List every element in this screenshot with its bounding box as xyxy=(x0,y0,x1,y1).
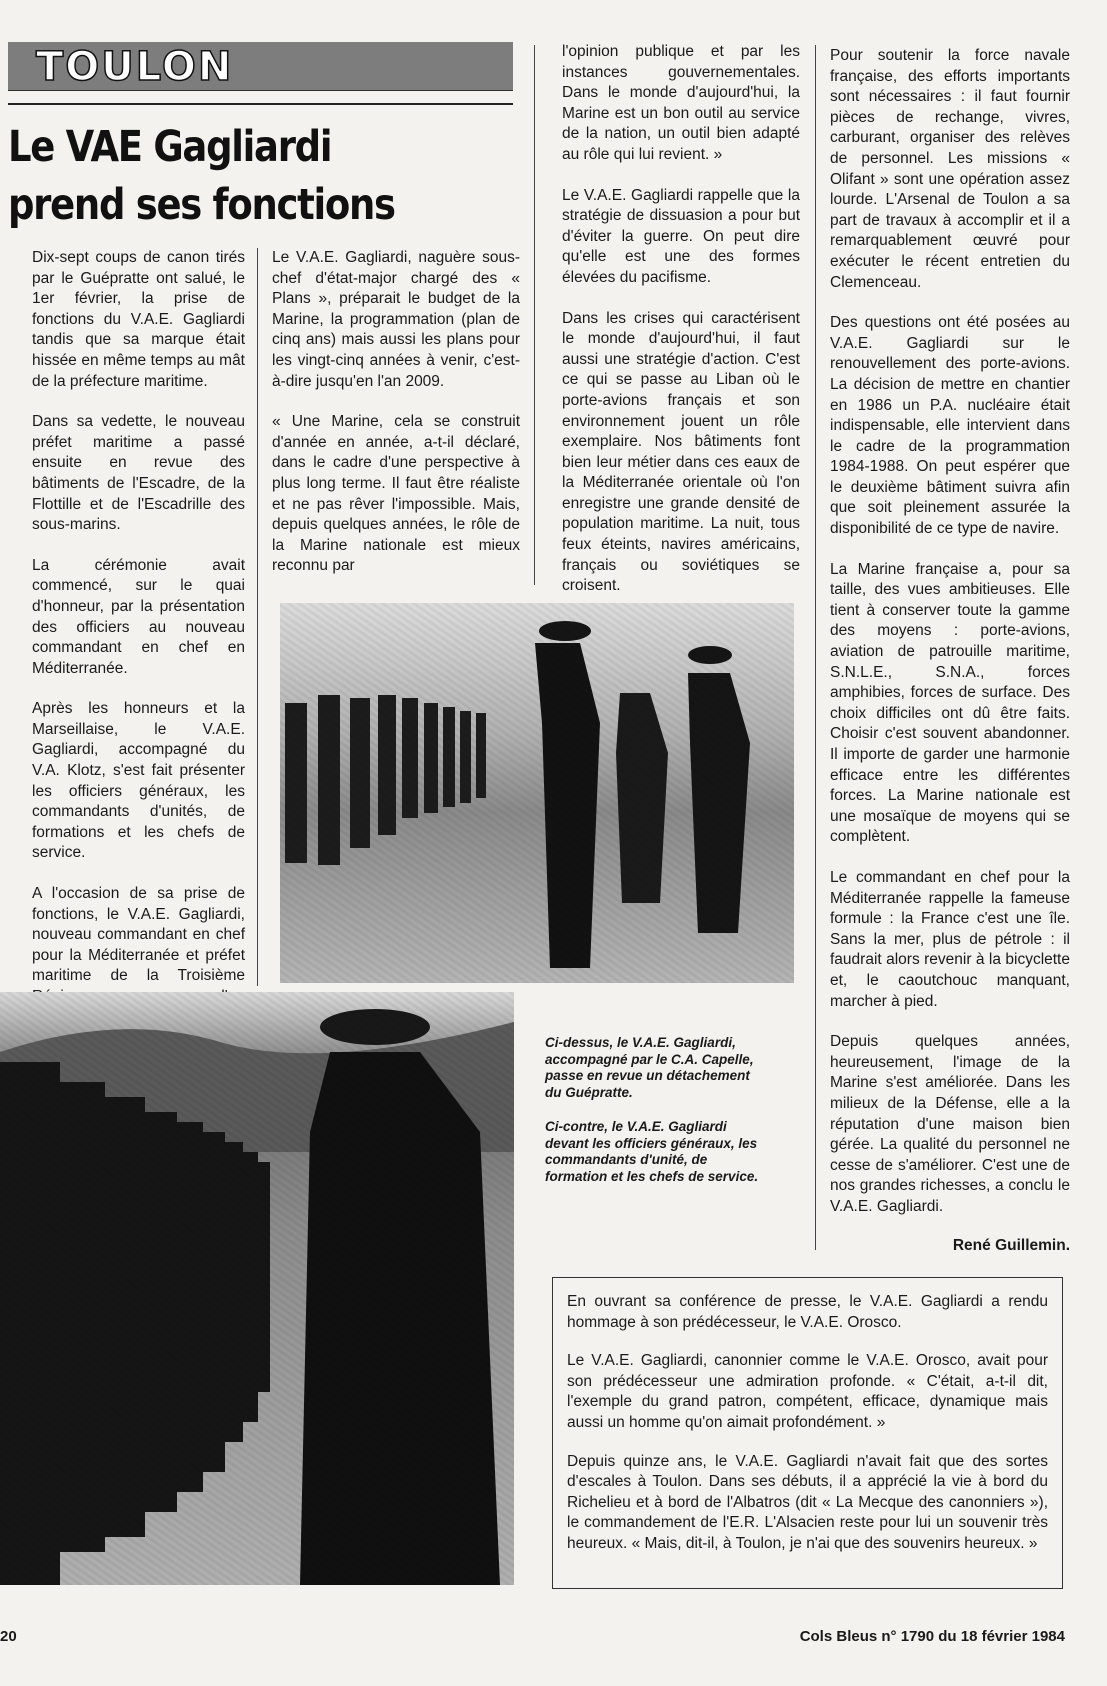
section-label: TOULON xyxy=(36,44,234,90)
paragraph: Après les honneurs et la Marseillaise, le V.A.E. Gagliardi, accompagné du V.A. Klotz, s'est fait présenter les officiers généraux, les commandants d'unités, de formations et les chefs de service. xyxy=(32,700,245,862)
column-4 xyxy=(830,46,1070,1255)
photo-review-detachment xyxy=(280,603,794,983)
paragraph: Le commandant en chef pour la Méditerranée rappelle la fameuse formule : la France c'est une île. Sans la mer, plus de pétrole : il faudrait alors revenir à la bicyclette et, le caoutchouc manquant, marcher à pied. xyxy=(830,868,1070,1010)
photo-officers-line xyxy=(0,992,514,1585)
paragraph: Le V.A.E. Gagliardi, naguère sous-chef d'état-major chargé des « Plans », préparait le budget de la Marine, la programmation (plan de cinq ans) mais aussi les plans pour les vingt-cinq années à venir, c'est-à-dire jusqu'en l'an 2009. xyxy=(272,249,520,390)
paragraph: La Marine française a, pour sa taille, des vues ambitieuses. Elle tient à conserver toute la gamme des moyens : porte-avions, aviation de patrouille maritime, S.N.L.E., S.N.A., forces amphibies, forces de surface. Des choix difficiles ont dû être faits. Choisir c'est souvent abandonner. Il importe de garder une harmonie efficace entre les différentes forces. La Marine nationale est une mosaïque de moyens qui se complètent. xyxy=(830,560,1070,846)
paragraph: Pour soutenir la force navale française, des efforts importants sont nécessaires : il faut fournir pièces de rechange, vivres, carburant, organiser des relèves de personnel. Les missions « Olifant » sont une opération assez lourde. L'Arsenal de Toulon a sa part de travaux à accomplir et il a remarquablement œuvré pour exécuter le récent entretien du Clemenceau. xyxy=(830,47,1070,291)
column-1 xyxy=(32,248,245,1110)
caption-top-photo: Ci-dessus, le V.A.E. Gagliardi, accompagné par le C.A. Capelle, passe en revue un détachement du Guépratte. xyxy=(545,1035,754,1100)
publication-info: Cols Bleus n° 1790 du 18 février 1984 xyxy=(799,1628,1065,1645)
paragraph: « Une Marine, cela se construit d'année en année, a-t-il déclaré, dans le cadre d'une perspective à plus long terme. Il faut être réaliste et ne pas rêver l'impossible. Mais, depuis quelques années, le rôle de la Marine nationale est mieux reconnu par xyxy=(272,413,520,575)
author-signature: René Guillemin. xyxy=(952,1237,1070,1255)
paragraph: Le V.A.E. Gagliardi, canonnier comme le V.A.E. Orosco, avait pour son prédécesseur une admiration profonde. « C'était, a-t-il dit, l'exemple du grand patron, compétent, efficace, dynamique mais aussi un homme qu'on aimait profondément. » xyxy=(567,1352,1048,1431)
page-number: 20 xyxy=(0,1628,17,1645)
column-divider xyxy=(257,248,258,986)
paragraph: Depuis quinze ans, le V.A.E. Gagliardi n'avait fait que des sortes d'escales à Toulon. Dans ses débuts, il a apprécié la vie à bord du Richelieu et à bord de l'Albatros (dit « La Mecque des canonniers »), le commandement de l'E.R. L'Alsacien reste pour lui un souvenir très heureux. « Mais, dit-il, à Toulon, je n'ai que des souvenirs heureux. » xyxy=(567,1452,1048,1552)
column-divider xyxy=(534,45,535,585)
sidebar-box xyxy=(552,1277,1063,1589)
column-3 xyxy=(562,42,800,617)
paragraph: l'opinion publique et par les instances gouvernementales. Dans le monde d'aujourd'hui, la Marine est un bon outil au service de la nation, un outil bien adapté au rôle qui lui revient. » xyxy=(562,43,800,163)
paragraph: La cérémonie avait commencé, sur le quai d'honneur, par la présentation des officiers au nouveau commandant en chef en Méditerranée. xyxy=(32,556,245,677)
column-divider xyxy=(815,45,816,1250)
paragraph: Le V.A.E. Gagliardi rappelle que la stratégie de dissuasion a pour but d'éviter la guerre. On peut dire qu'elle est une des formes élevées du pacifisme. xyxy=(562,186,800,286)
paragraph: Dans sa vedette, le nouveau préfet maritime a passé ensuite en revue des bâtiments de l'Escadre, de la Flottille et de l'Escadrille des sous-marins. xyxy=(32,413,245,534)
paragraph: Dix-sept coups de canon tirés par le Guépratte ont salué, le 1er février, la prise de fonctions du V.A.E. Gagliardi tandis que sa marque était hissée en même temps au mât de la préfecture maritime. xyxy=(32,249,245,390)
section-banner xyxy=(8,42,513,91)
caption-bottom-photo: Ci-contre, le V.A.E. Gagliardi devant les officiers généraux, les commandants d'unité, de formation et les chefs de service. xyxy=(545,1119,759,1184)
column-2 xyxy=(272,248,520,597)
paragraph: Dans les crises qui caractérisent le monde d'aujourd'hui, il faut aussi une stratégie d'action. C'est ce qui se passe au Liban où le porte-avions français et son environnement jouent un rôle exemplaire. Nos bâtiments font bien leur métier dans ces eaux de la Méditerranée orientale où l'on enregistre une grande densité de population maritime. La nuit, tous feux éteints, navires américains, français ou soviétiques se croisent. xyxy=(562,309,800,595)
captions xyxy=(545,1035,770,1203)
header-rule xyxy=(8,103,513,105)
paragraph: Des questions ont été posées au V.A.E. Gagliardi sur le renouvellement des porte-avions. La décision de mettre en chantier en 1986 un P.A. nucléaire était indispensable, elle intervient dans le cadre de la programmation 1984-1988. On peut espérer que le deuxième bâtiment suivra afin que soit pleinement assurée la disponibilité de ce type de navire. xyxy=(830,314,1070,538)
paragraph: Depuis quelques années, heureusement, l'image de la Marine s'est améliorée. Dans les milieux de la Défense, elle a la réputation d'une maison bien gérée. La qualité du personnel ne cesse de s'améliorer. C'est une de nos grandes richesses, a conclu le V.A.E. Gagliardi. xyxy=(830,1033,1070,1215)
article-headline: Le VAE Gagliardi prend ses fonctions xyxy=(8,122,395,230)
paragraph: A l'occasion de sa prise de fonctions, le V.A.E. Gagliardi, nouveau commandant en chef pour la Méditerranée et préfet maritime de la Troisième xyxy=(32,885,245,985)
paragraph: En ouvrant sa conférence de presse, le V.A.E. Gagliardi a rendu hommage à son prédécesseur, le V.A.E. Orosco. xyxy=(567,1293,1048,1331)
